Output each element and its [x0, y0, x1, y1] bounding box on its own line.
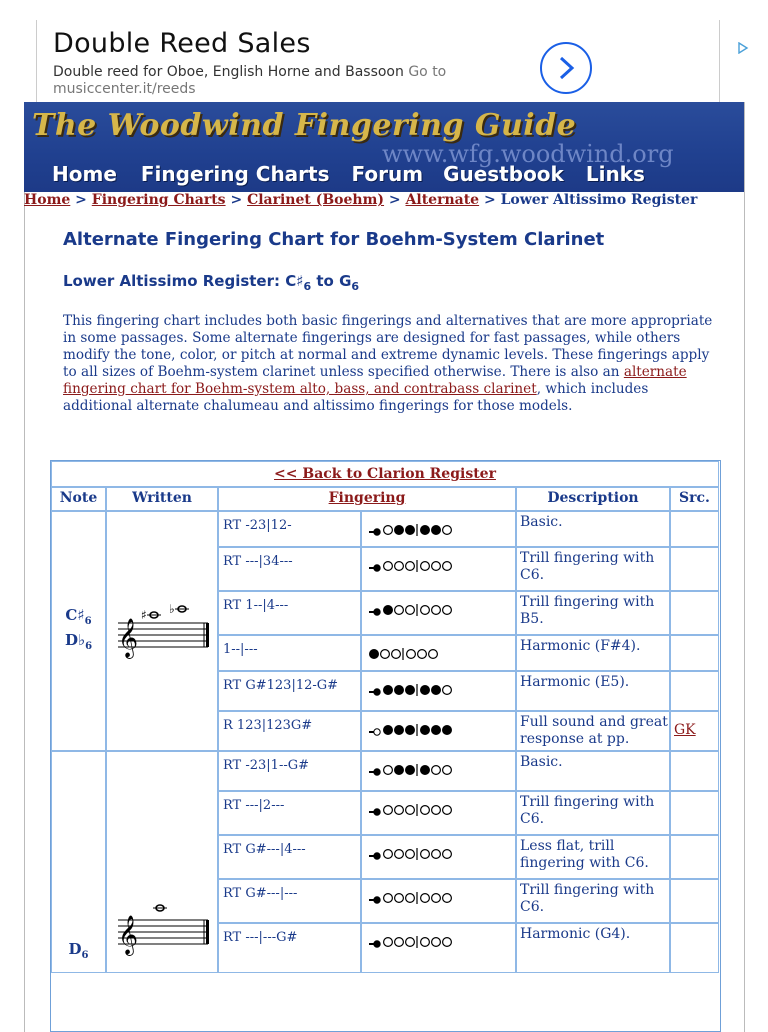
description-text: Basic. [520, 754, 563, 770]
fingering-diagram-cell [361, 835, 516, 879]
fingering-text-cell [218, 791, 361, 835]
header-fingering [218, 487, 516, 511]
fingering-diagram-cell [361, 547, 516, 591]
description-cell [516, 879, 670, 923]
fingering-diagram-icon [366, 886, 516, 910]
fingering-text-cell [218, 835, 361, 879]
description-cell [516, 591, 670, 635]
page-title: Alternate Fingering Chart for Boehm-System Clarinet [63, 229, 605, 250]
fingering-diagram-cell [361, 591, 516, 635]
main-nav [52, 162, 669, 186]
breadcrumb-clarinet[interactable]: Clarinet (Boehm) [247, 192, 385, 208]
description-cell [516, 923, 670, 973]
fingering-text-cell [218, 923, 361, 973]
description-cell [516, 835, 670, 879]
svg-text:♭: ♭ [169, 602, 175, 616]
fingering-text-cell [218, 547, 361, 591]
fingering-diagram-cell [361, 511, 516, 547]
description-cell [516, 751, 670, 791]
fingering-code: RT -23|12- [223, 518, 292, 533]
description-text: Trill fingering with C6. [520, 550, 655, 583]
header-note-label: Note [59, 490, 98, 506]
fingering-text-cell [218, 751, 361, 791]
header-src [670, 487, 719, 511]
fingering-code: RT ---|2--- [223, 798, 285, 813]
note-name: $C♯_6$ $D♭_6$ [64, 606, 93, 652]
description-text: Trill fingering with C6. [520, 882, 655, 915]
fingering-diagram-icon [366, 842, 516, 866]
nav-home[interactable]: Home [52, 162, 117, 186]
back-to-clarion-link[interactable]: << Back to Clarion Register [274, 466, 496, 482]
header-src-label: Src. [679, 490, 710, 506]
fingering-diagram-icon [366, 758, 516, 782]
ad-arrow-button[interactable] [540, 42, 592, 94]
fingering-diagram-cell [361, 751, 516, 791]
alto-bass-chart-link[interactable]: alternate fingering chart for Boehm-system alto, bass, and contrabass clarinet [63, 364, 687, 397]
fingering-text-cell [218, 511, 361, 547]
fingering-diagram-icon [366, 598, 516, 622]
fingering-diagram-icon [366, 554, 516, 578]
chevron-right-icon [556, 56, 578, 80]
header-description-label: Description [547, 490, 639, 506]
fingering-code: RT G#---|4--- [223, 842, 306, 857]
breadcrumb-current: Lower Altissimo Register [500, 192, 698, 208]
header-description [516, 487, 670, 511]
src-cell [670, 547, 719, 591]
ad-banner[interactable] [36, 20, 720, 102]
page-subtitle: Lower Altissimo Register: $C♯_6$ to $G_6$ [63, 272, 360, 293]
description-text: Harmonic (E5). [520, 674, 630, 690]
description-cell [516, 547, 670, 591]
written-notation-icon [112, 601, 212, 661]
ad-choices-icon[interactable] [737, 42, 749, 54]
nav-fingering-charts[interactable]: Fingering Charts [140, 162, 330, 186]
fingering-diagram-icon [366, 518, 516, 542]
back-link-row [51, 461, 719, 487]
site-header [24, 102, 744, 192]
header-fingering-link[interactable]: Fingering [328, 490, 406, 506]
description-cell [516, 791, 670, 835]
fingering-code: RT 1--|4--- [223, 598, 289, 613]
fingering-diagram-icon [366, 798, 516, 822]
src-cell [670, 711, 719, 751]
description-text: Trill fingering with C6. [520, 794, 655, 827]
src-cell [670, 511, 719, 547]
source-link[interactable]: GK [674, 722, 696, 738]
svg-text:𝄞: 𝄞 [118, 618, 139, 658]
header-written-label: Written [132, 490, 192, 506]
description-text: Harmonic (G4). [520, 926, 631, 942]
fingering-table [50, 460, 721, 1032]
ad-title[interactable]: Double Reed Sales [53, 28, 311, 59]
description-cell [516, 711, 670, 751]
fingering-text-cell [218, 635, 361, 671]
note-letter: C♯ [65, 606, 85, 624]
nav-links[interactable]: Links [585, 162, 645, 186]
src-cell [670, 835, 719, 879]
site-url: www.wfg.woodwind.org [382, 140, 674, 168]
src-cell [670, 923, 719, 973]
breadcrumb-home[interactable]: Home [24, 192, 71, 208]
src-cell [670, 671, 719, 711]
intro-paragraph: This fingering chart includes both basic fingerings and alternatives that are more appropriate in some passages. Some alternate fingerings are designed for fast passages, while others modify the tone, color, or pitch at normal and extreme dynamic levels. These fingerings apply to all sizes of Boehm-system clarinet unless specified otherwise. There is also an alternate fingering chart for Boehm-system alto, bass, and contrabass clarinet, which includes additional alternate chalumeau and altissimo fingerings for those models. [63, 313, 713, 414]
description-text: Full sound and great response at pp. [520, 714, 668, 747]
fingering-diagram-cell [361, 711, 516, 751]
fingering-text-cell [218, 879, 361, 923]
description-cell [516, 511, 670, 547]
fingering-code: RT -23|1--G# [223, 758, 310, 773]
fingering-text-cell [218, 671, 361, 711]
note-letter: D [68, 939, 82, 958]
fingering-code: RT G#123|12-G# [223, 678, 339, 693]
svg-text:𝄞: 𝄞 [118, 915, 139, 955]
nav-guestbook[interactable]: Guestbook [443, 162, 564, 186]
breadcrumb: Home > Fingering Charts > Clarinet (Boehm) > Alternate > Lower Altissimo Register [24, 192, 698, 208]
description-text: Trill fingering with B5. [520, 594, 655, 627]
note-cell-0 [51, 511, 106, 751]
fingering-diagram-icon [366, 718, 516, 742]
src-cell [670, 879, 719, 923]
written-cell-1 [106, 751, 218, 973]
svg-text:♯: ♯ [141, 608, 147, 622]
site-logo-title[interactable]: The Woodwind Fingering Guide [32, 108, 577, 143]
src-cell [670, 751, 719, 791]
note-letter-alt: D♭ [64, 631, 86, 649]
fingering-code: RT ---|34--- [223, 554, 293, 569]
description-text: Less flat, trill fingering with C6. [520, 838, 649, 871]
description-cell [516, 635, 670, 671]
fingering-diagram-icon [366, 642, 516, 666]
fingering-diagram-icon [366, 930, 516, 954]
fingering-text-cell [218, 711, 361, 751]
src-cell [670, 791, 719, 835]
written-notation-icon [112, 898, 212, 958]
header-written [106, 487, 218, 511]
note-cell-1 [51, 751, 106, 973]
fingering-diagram-icon [366, 678, 516, 702]
note-name: $D_6$ [68, 939, 89, 961]
src-cell [670, 591, 719, 635]
fingering-diagram-cell [361, 671, 516, 711]
breadcrumb-fingering-charts[interactable]: Fingering Charts [91, 192, 226, 208]
description-text: Basic. [520, 514, 563, 530]
fingering-diagram-cell [361, 879, 516, 923]
fingering-code: RT G#---|--- [223, 886, 298, 901]
fingering-diagram-cell [361, 635, 516, 671]
fingering-text-cell [218, 591, 361, 635]
fingering-code: 1--|--- [223, 642, 258, 657]
nav-forum[interactable]: Forum [351, 162, 424, 186]
fingering-diagram-cell [361, 791, 516, 835]
fingering-code: R 123|123G# [223, 718, 313, 733]
written-cell-0 [106, 511, 218, 751]
description-text: Harmonic (F#4). [520, 638, 641, 654]
fingering-diagram-cell [361, 923, 516, 973]
breadcrumb-alternate[interactable]: Alternate [405, 192, 480, 208]
header-note [51, 487, 106, 511]
description-cell [516, 671, 670, 711]
src-cell [670, 635, 719, 671]
ad-description[interactable]: Double reed for Oboe, English Horne and Bassoon Go to musiccenter.it/reeds [53, 64, 447, 97]
fingering-code: RT ---|---G# [223, 930, 298, 945]
